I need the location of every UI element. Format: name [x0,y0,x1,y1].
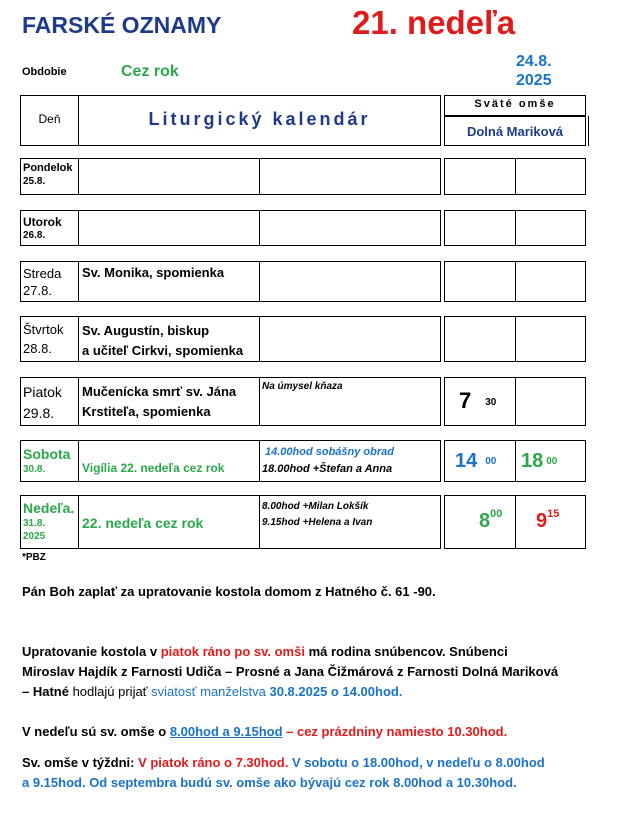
intention-cell [259,377,441,426]
feast-text: Sv. Monika, spomienka [82,265,225,280]
feast-cell [78,210,260,246]
feast-cell [78,495,260,549]
feast-text-line2: Krstiteľa, spomienka [82,404,211,419]
day-cell [20,440,79,482]
week-notice [22,753,612,793]
couple-parish: – Hatné [22,684,69,699]
mass-minutes: 30 [485,396,497,408]
intention-cell [259,495,441,549]
mass-time [455,450,496,473]
day-cell [20,316,79,362]
intention-text: 8.00hod +Milan Lokšík [262,501,369,512]
mass-cell-1 [444,495,516,549]
mass-cell-2 [515,158,586,195]
bulletin-date-day: 24.8. [516,53,552,70]
cleaning-text-3: hodlajú prijať [68,684,152,699]
day-cell [20,495,79,549]
mass-cell-2 [515,316,586,362]
col-day-label: Deň [38,112,61,126]
period-label: Obdobie [22,66,67,78]
intention-text-line2: 9.15hod +Helena a Ivan [262,517,373,528]
sunday-times: 8.00hod a 9.15hod [169,724,283,739]
sunday-title: 21. nedeľa [352,4,516,41]
day-name: Sobota [23,446,71,462]
mass-cell-1 [444,158,516,195]
mass-hour: 18 [521,450,544,472]
wedding-date: 30.8.2025 o 14.00hod. [265,684,403,699]
intention-text-line2: 18.00hod +Štefan a Anna [262,463,393,475]
cleaning-text-2: má rodina snúbencov. Snúbenci [304,644,508,659]
feast-cell [78,261,260,302]
mass-minutes: 00 [485,456,497,468]
day-name: Pondelok [23,162,73,174]
feast-text: Sv. Augustín, biskup [82,323,210,338]
mass-cell-1 [444,210,516,246]
feast-text: Mučenícka smrť sv. Jána [82,384,237,399]
day-name: Piatok [23,384,62,400]
mass-time [536,510,559,533]
col-place-label: Dolná Mariková [466,124,564,139]
header-masses-cell [444,95,586,116]
day-cell [20,210,79,246]
mass-cell-2 [515,210,586,246]
week-weekend: V sobotu o 18.00hod, v nedeľu o 8.00hod [288,755,545,770]
mass-cell-2 [515,440,586,482]
mass-hour: 9 [536,510,548,532]
mass-minutes: 00 [490,508,503,520]
thanks-notice: Pán Boh zaplať za upratovanie kostola domom z Hatného č. 61 -90. [22,584,436,599]
bulletin-date-year: 2025 [516,72,552,89]
cleaning-notice [22,642,612,702]
intention-text: 14.00hod sobášny obrad [265,446,394,458]
mass-cell-2 [515,377,586,426]
header-edge-line [588,116,589,146]
intention-cell [259,158,441,195]
day-date: 29.8. [23,405,55,421]
day-date: 27.8. [23,283,52,298]
week-september: a 9.15hod. Od septembra budú sv. omše ako bývajú cez rok 8.00hod a 10.30hod. [22,775,517,790]
col-masses-label: Sväté omše [474,98,556,110]
header-day-cell [20,95,79,146]
mass-hour: 8 [479,510,491,532]
intention-text: Na úmysel kňaza [262,381,343,392]
sacrament-label: sviatosť manželstva [151,684,266,699]
mass-minutes: 15 [547,508,560,520]
mass-cell-2 [515,495,586,549]
day-date: 25.8. [23,176,46,187]
mass-hour: 7 [459,388,472,413]
bulletin-title: FARSKÉ OZNAMY [22,12,222,38]
day-name: Streda [23,266,62,281]
mass-cell-1 [444,440,516,482]
feast-cell [78,158,260,195]
intention-cell [259,261,441,302]
mass-time [459,388,496,414]
feast-text: Vigília 22. nedeľa cez rok [82,461,225,475]
mass-minutes: 00 [546,456,558,468]
day-date: 31.8. [23,518,46,529]
feast-text-line2: a učiteľ Cirkvi, spomienka [82,343,244,358]
day-date: 28.8. [23,341,52,356]
header-calendar-cell [78,95,441,146]
cleaning-text: Upratovanie kostola v [22,644,161,659]
intention-cell [259,210,441,246]
day-cell [20,377,79,426]
day-date: 30.8. [23,464,46,475]
period-value: Cez rok [121,63,179,80]
sunday-note: – cez prázdniny namiesto 10.30hod. [282,724,508,739]
mass-hour: 14 [455,450,478,472]
mass-time [479,510,502,533]
day-year: 2025 [23,531,46,542]
day-cell [20,261,79,302]
mass-cell-1 [444,377,516,426]
bulletin-date [516,52,552,90]
feast-text: 22. nedeľa cez rok [82,515,204,531]
feast-cell [78,440,260,482]
day-date: 26.8. [23,230,46,241]
mass-cell-1 [444,316,516,362]
couple-names: Miroslav Hajdík z Farnosti Udiča – Prosné a Jana Čižmárová z Farnosti Dolná Mariková [22,664,559,679]
intention-cell [259,316,441,362]
day-cell [20,158,79,195]
day-name: Utorok [23,215,62,229]
day-name: Nedeľa. [23,500,75,516]
sunday-notice [22,722,507,742]
col-calendar-label: Liturgický kalendár [148,109,371,129]
footnote: *PBZ [22,552,46,563]
feast-cell [78,316,260,362]
mass-time [521,450,557,473]
cleaning-time: piatok ráno po sv. omši [160,644,305,659]
week-friday: V piatok ráno o 7.30hod. [138,755,289,770]
intention-cell [259,440,441,482]
day-name: Štvrtok [23,322,64,337]
header-place-cell [444,116,586,146]
sunday-text: V nedeľu sú sv. omše o [22,724,170,739]
mass-cell-2 [515,261,586,302]
feast-cell [78,377,260,426]
week-label: Sv. omše v týždni: [22,755,139,770]
mass-cell-1 [444,261,516,302]
